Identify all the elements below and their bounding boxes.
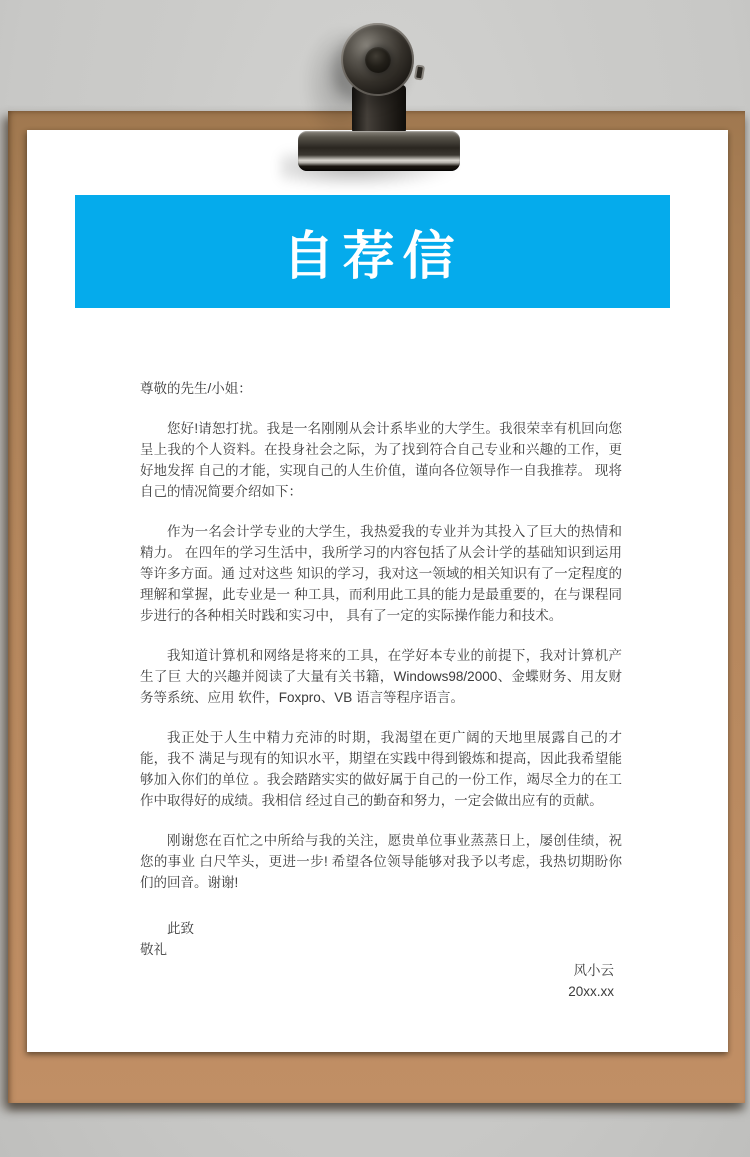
signature-block — [140, 960, 622, 1002]
salutation: 尊敬的先生/小姐： — [140, 381, 252, 396]
paragraph: 刚谢您在百忙之中所给与我的关注，愿贵单位事业蒸蒸日上，屡创佳绩，祝您的事业 白尺竿头，更进一步! 希望各位领导能够对我予以考虑，我热切期盼你们的回音。谢谢! — [140, 833, 622, 890]
clip-jaw-bar — [298, 131, 460, 171]
signature-date: 20xx.xx — [568, 984, 614, 999]
paragraph: 我知道计算机和网络是将来的工具，在学好本专业的前提下，我对计算机产生了巨 大的兴趣并阅读了大量有关书籍，Windows98/2000、金蝶财务、用友财务等系统、应用 软件，Foxpro、VB 语言等程序语言。 — [140, 648, 622, 705]
clip-ring — [341, 23, 414, 96]
letter-body — [140, 378, 622, 1002]
bulldog-clip — [298, 23, 460, 175]
clipboard-board — [8, 111, 745, 1103]
closing-jingli: 敬礼 — [140, 942, 167, 957]
letter-paper — [27, 130, 728, 1052]
closing-zhici: 此致 — [167, 921, 194, 936]
paragraph: 您好!请恕打扰。我是一名刚刚从会计系毕业的大学生。我很荣幸有机回向您 呈上我的个人资料。在投身社会之际，为了找到符合自己专业和兴趣的工作，更好地发挥 自己的才能，实现自己的人生价值，谨向各位领导作一自我推荐。 现将自己的情况简要介绍如下： — [140, 421, 622, 499]
title-banner — [75, 195, 670, 308]
signature-name: 风小云 — [573, 963, 614, 978]
paragraph: 作为一名会计学专业的大学生，我热爱我的专业并为其投入了巨大的热情和精力。 在四年的学习生活中，我所学习的内容包括了从会计学的基础知识到运用等许多方面。通 过对这些 知识的学习，我对这一领域的相关知识有了一定程度的理解和掌握，此专业是一 种工具，而利用此工具的能力是最重要的，在与课程同步进行的各种相关时践和实习中， 具有了一定的实际操作能力和技术。 — [140, 524, 622, 623]
paragraph: 我正处于人生中精力充沛的时期，我渴望在更广阔的天地里展露自己的才能，我不 满足与现有的知识水平，期望在实践中得到锻炼和提高，因此我希望能够加入你们的单位 。我会踏踏实实的做好属于自己的一份工作，竭尽全力的在工作中取得好的成绩。我相信 经过自己的勤奋和努力，一定会做出应有的贡献。 — [140, 730, 622, 808]
page-title: 自荐信 — [282, 228, 463, 286]
clip-ring-hole — [365, 47, 391, 73]
clip-lever — [414, 64, 425, 80]
